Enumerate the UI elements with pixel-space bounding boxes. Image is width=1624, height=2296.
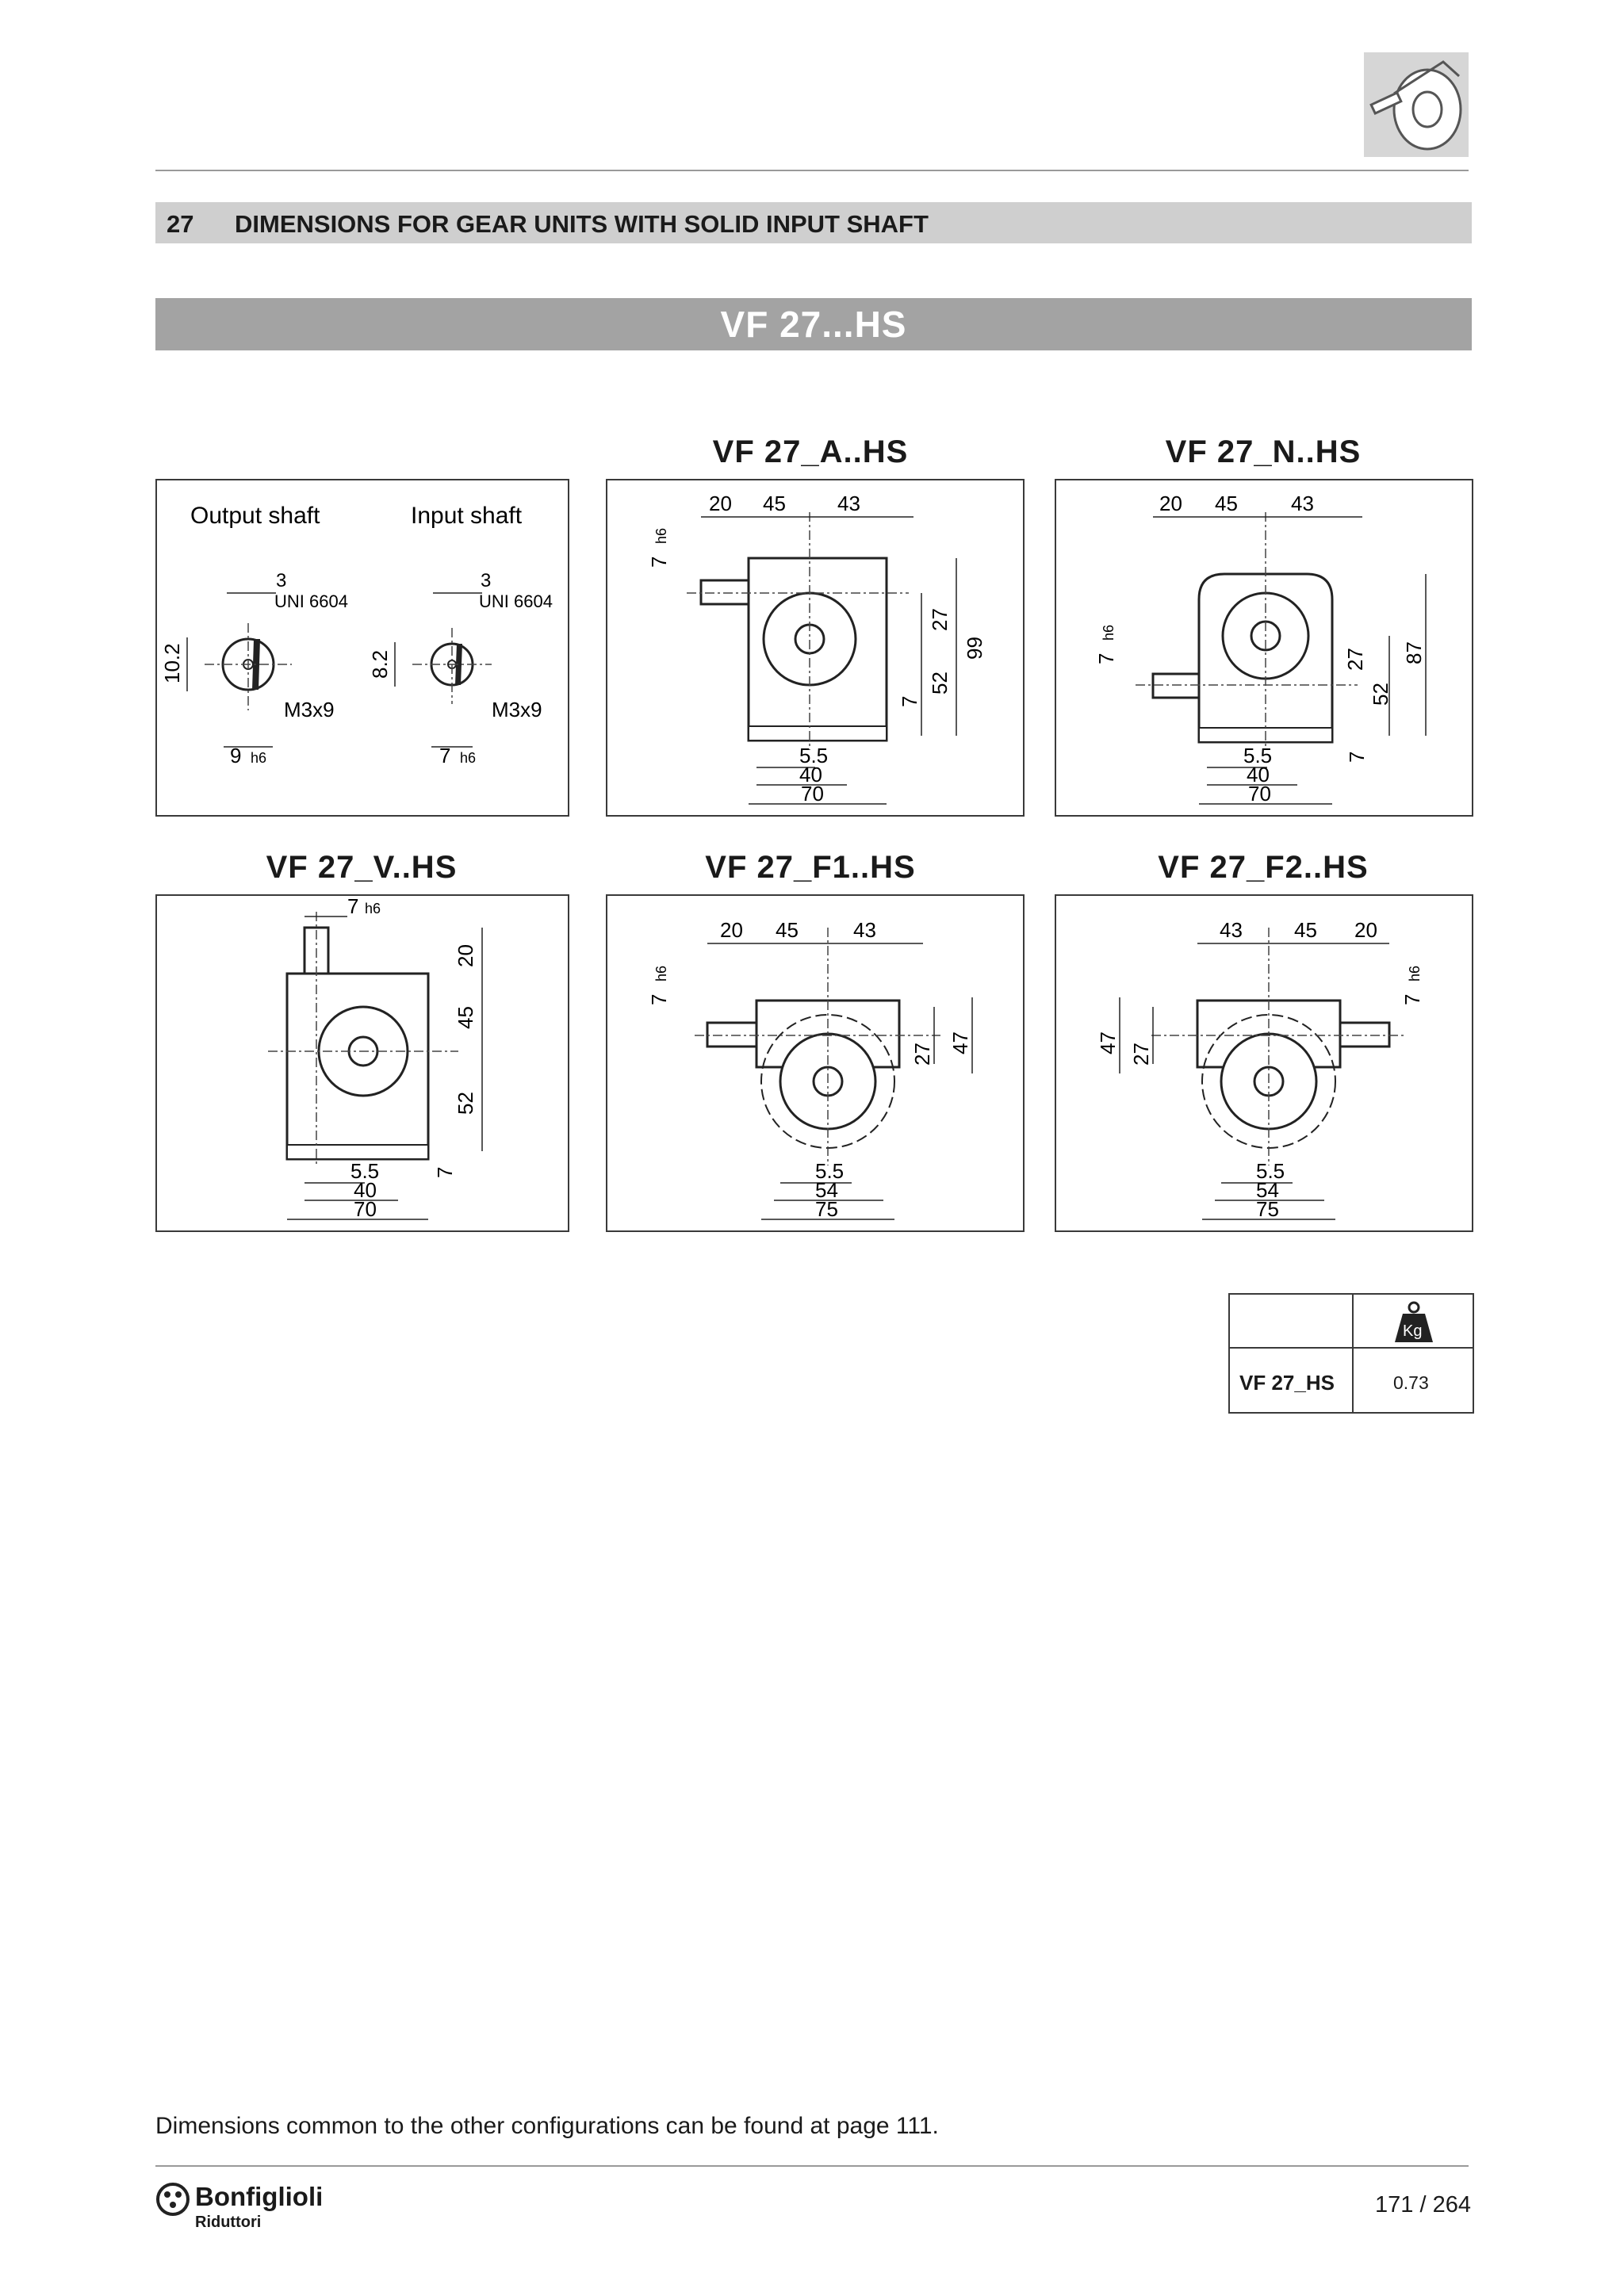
section-title: DIMENSIONS FOR GEAR UNITS WITH SOLID INPUT SHAFT: [235, 210, 929, 238]
a-dim-d2: 45: [763, 492, 786, 515]
view-a-panel: [606, 479, 1025, 817]
output-shaft-label: Output shaft: [190, 503, 320, 529]
output-thread: M3x9: [284, 698, 335, 721]
view-f2-drawing: [1056, 896, 1472, 1230]
v-dim-b2: 40: [354, 1178, 377, 1202]
f1-dim-d1: 20: [720, 918, 743, 942]
gear-shaft-icon: [1364, 52, 1469, 157]
f1-shaft-tol: h6: [653, 965, 669, 982]
weight-kg-icon: [1393, 1299, 1434, 1344]
f1-dim-h1: 27: [910, 1043, 934, 1066]
brand-name: Bonfiglioli: [195, 2182, 324, 2211]
shafts-drawing: [157, 480, 568, 815]
a-shaft-dim: 7: [647, 556, 671, 568]
view-f1-title: VF 27_F1..HS: [705, 850, 916, 885]
view-v-drawing: [157, 896, 568, 1230]
input-thread: M3x9: [492, 698, 542, 721]
n-dim-h1: 27: [1343, 648, 1367, 671]
f1-dim-h2: 47: [948, 1031, 972, 1054]
v-dim-b3: 70: [354, 1197, 377, 1221]
weight-model: VF 27_HS: [1239, 1371, 1335, 1395]
v-dim-h1: 20: [454, 944, 477, 967]
n-shaft-tol: h6: [1101, 624, 1116, 641]
f1-dim-b1: 5.5: [815, 1159, 845, 1183]
model-banner: VF 27...HS: [155, 298, 1472, 350]
f2-dim-h1: 47: [1096, 1031, 1120, 1054]
n-dim-h2: 52: [1369, 683, 1392, 706]
output-diameter-dim: 9: [230, 744, 242, 767]
n-dim-b2: 40: [1247, 763, 1270, 786]
f2-dim-d2: 45: [1294, 918, 1317, 942]
a-dim-h1: 27: [928, 608, 952, 631]
section-number: 27: [167, 210, 194, 238]
n-dim-d3: 43: [1291, 492, 1314, 515]
v-shaft-tol: h6: [365, 901, 381, 916]
footnote: Dimensions common to the other configurations can be found at page 111.: [155, 2113, 939, 2139]
input-diameter-dim: 7: [439, 744, 451, 767]
a-dim-d3: 43: [837, 492, 860, 515]
f2-dim-h2: 27: [1129, 1043, 1153, 1066]
a-dim-h2: 52: [928, 672, 952, 695]
f2-shaft-tol: h6: [1407, 965, 1423, 982]
section-title-bar: [155, 202, 1472, 243]
a-dim-b1: 5.5: [799, 744, 829, 767]
top-rule: [155, 170, 1469, 171]
n-dim-h3: 87: [1402, 641, 1426, 664]
n-dim-d1: 20: [1159, 492, 1182, 515]
v-dim-h4: 7: [433, 1166, 457, 1178]
view-v-title: VF 27_V..HS: [266, 850, 458, 885]
view-n-drawing: [1056, 480, 1472, 815]
view-f1-panel: [606, 894, 1025, 1232]
f1-dim-d2: 45: [776, 918, 799, 942]
n-dim-h4: 7: [1345, 751, 1369, 763]
view-f2-panel: [1055, 894, 1473, 1232]
page-number: 171 / 264: [1375, 2192, 1471, 2218]
view-f1-drawing: [607, 896, 1023, 1230]
f2-dim-d1: 43: [1220, 918, 1243, 942]
v-dim-h2: 45: [454, 1006, 477, 1029]
shafts-panel: [155, 479, 569, 817]
f1-shaft-dim: 7: [647, 993, 671, 1005]
v-dim-b1: 5.5: [350, 1159, 380, 1183]
weight-icon-label: Kg: [1403, 1322, 1423, 1340]
input-shaft-label: Input shaft: [411, 503, 523, 529]
v-dim-h3: 52: [454, 1092, 477, 1115]
a-dim-h3: 99: [963, 637, 986, 660]
n-dim-b3: 70: [1248, 782, 1271, 806]
v-shaft-dim: 7: [347, 896, 359, 918]
f2-dim-b3: 75: [1256, 1197, 1279, 1221]
output-key-dim: 3: [276, 570, 287, 591]
view-a-title: VF 27_A..HS: [712, 434, 909, 469]
f1-dim-b2: 54: [815, 1178, 838, 1202]
a-dim-b2: 40: [799, 763, 822, 786]
view-n-title: VF 27_N..HS: [1165, 434, 1362, 469]
a-dim-d1: 20: [709, 492, 732, 515]
table-divider: [1352, 1295, 1354, 1412]
view-v-panel: [155, 894, 569, 1232]
brand-sub: Riduttori: [195, 2214, 262, 2231]
input-key-dim: 3: [481, 570, 492, 591]
n-dim-b1: 5.5: [1243, 744, 1273, 767]
output-tolerance: h6: [251, 750, 267, 766]
view-a-drawing: [607, 480, 1023, 815]
a-shaft-tol: h6: [653, 527, 669, 544]
a-dim-h4: 7: [898, 695, 921, 707]
input-tolerance: h6: [460, 750, 477, 766]
f1-dim-d3: 43: [853, 918, 876, 942]
weight-value: 0.73: [1393, 1372, 1429, 1393]
output-standard: UNI 6604: [274, 591, 348, 611]
f2-shaft-dim: 7: [1400, 993, 1424, 1005]
n-dim-d2: 45: [1215, 492, 1238, 515]
f2-dim-d3: 20: [1354, 918, 1377, 942]
n-shaft-dim: 7: [1094, 652, 1118, 664]
view-f2-title: VF 27_F2..HS: [1158, 850, 1369, 885]
view-n-panel: [1055, 479, 1473, 817]
brand-logo: [155, 2180, 362, 2236]
input-standard: UNI 6604: [479, 591, 553, 611]
weight-table: [1228, 1293, 1474, 1414]
bottom-rule: [155, 2165, 1469, 2167]
f2-dim-b1: 5.5: [1256, 1159, 1285, 1183]
input-height-dim: 8.2: [368, 649, 392, 679]
table-divider: [1230, 1347, 1473, 1349]
output-height-dim: 10.2: [160, 643, 184, 683]
brand-logo-icon: [155, 2182, 190, 2217]
f1-dim-b3: 75: [815, 1197, 838, 1221]
a-dim-b3: 70: [801, 782, 824, 806]
f2-dim-b2: 54: [1256, 1178, 1279, 1202]
